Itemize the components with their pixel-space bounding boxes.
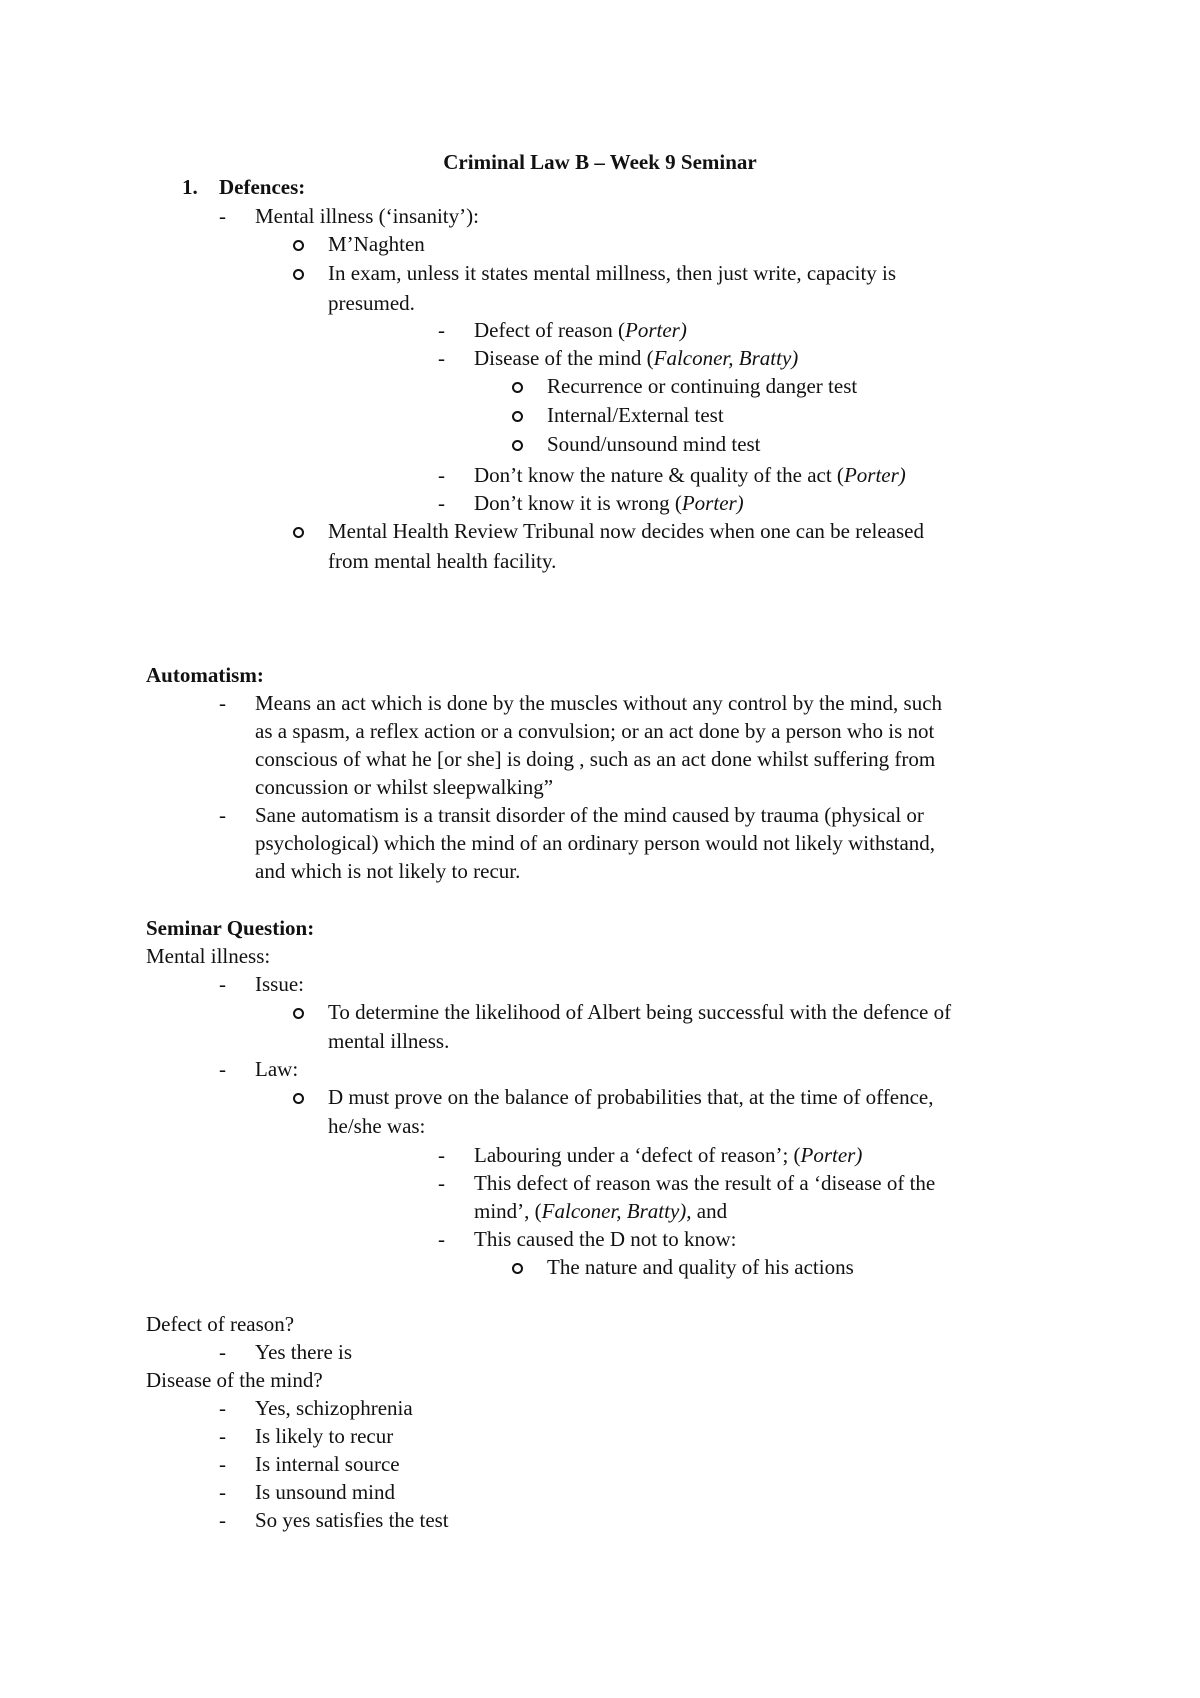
section-number: 1. (182, 175, 198, 199)
list-item: Labouring under a ‘defect of reason’; (Porter) (474, 1143, 863, 1167)
list-item: M’Naghten (328, 232, 425, 256)
circle-bullet-icon (512, 1263, 523, 1274)
paragraph-line: Sane automatism is a transit disorder of the mind caused by trauma (physical or (255, 803, 924, 827)
dash-bullet: - (219, 803, 226, 827)
list-item: Is unsound mind (255, 1480, 396, 1504)
circle-bullet-icon (293, 527, 304, 538)
list-item: In exam, unless it states mental millness, then just write, capacity is (328, 261, 897, 285)
list-item: The nature and quality of his actions (547, 1255, 854, 1279)
dash-bullet: - (438, 346, 445, 370)
list-item: Don’t know the nature & quality of the act (Porter) (474, 463, 906, 487)
dash-bullet: - (219, 1340, 226, 1364)
dash-bullet: - (219, 1508, 226, 1532)
list-item: Disease of the mind (Falconer, Bratty) (474, 346, 799, 370)
list-item: Don’t know it is wrong (Porter) (474, 491, 744, 515)
circle-bullet-icon (512, 411, 523, 422)
seminar-heading: Seminar Question: (146, 916, 315, 940)
list-item: This defect of reason was the result of a ‘disease of the (474, 1171, 936, 1195)
list-item-continuation: presumed. (328, 291, 415, 315)
paragraph-line: concussion or whilst sleepwalking” (255, 775, 554, 799)
list-item-continuation: he/she was: (328, 1114, 426, 1138)
list-item: To determine the likelihood of Albert being successful with the defence of (328, 1000, 952, 1024)
list-item: So yes satisfies the test (255, 1508, 449, 1532)
list-item: Internal/External test (547, 403, 724, 427)
section-heading: Defences: (219, 175, 306, 199)
list-item-continuation: mind’, (Falconer, Bratty), and (474, 1199, 728, 1223)
list-item: Sound/unsound mind test (547, 432, 761, 456)
dash-bullet: - (438, 318, 445, 342)
circle-bullet-icon (293, 1008, 304, 1019)
paragraph-line: and which is not likely to recur. (255, 859, 521, 883)
list-item-continuation: mental illness. (328, 1029, 450, 1053)
list-item: Issue: (255, 972, 304, 996)
subheading: Mental illness: (146, 944, 271, 968)
list-item: Law: (255, 1057, 299, 1081)
list-item: Recurrence or continuing danger test (547, 374, 858, 398)
paragraph-line: conscious of what he [or she] is doing , such as an act done whilst suffering from (255, 747, 936, 771)
list-item: Is likely to recur (255, 1424, 394, 1448)
list-item: Mental illness (‘insanity’): (255, 204, 479, 228)
circle-bullet-icon (512, 382, 523, 393)
circle-bullet-icon (512, 440, 523, 451)
dash-bullet: - (219, 972, 226, 996)
list-item: Is internal source (255, 1452, 400, 1476)
list-item: D must prove on the balance of probabilities that, at the time of offence, (328, 1085, 934, 1109)
circle-bullet-icon (293, 269, 304, 280)
list-item: Mental Health Review Tribunal now decides when one can be released (328, 519, 924, 543)
automatism-heading: Automatism: (146, 663, 264, 687)
dash-bullet: - (438, 1143, 445, 1167)
dash-bullet: - (219, 1452, 226, 1476)
paragraph-line: psychological) which the mind of an ordinary person would not likely withstand, (255, 831, 936, 855)
dash-bullet: - (438, 1227, 445, 1251)
dash-bullet: - (219, 1057, 226, 1081)
dash-bullet: - (438, 491, 445, 515)
paragraph-line: as a spasm, a reflex action or a convulsion; or an act done by a person who is not (255, 719, 935, 743)
list-item: This caused the D not to know: (474, 1227, 737, 1251)
dash-bullet: - (438, 463, 445, 487)
dash-bullet: - (219, 204, 226, 228)
paragraph-line: Means an act which is done by the muscles without any control by the mind, such (255, 691, 943, 715)
dash-bullet: - (219, 1396, 226, 1420)
circle-bullet-icon (293, 1093, 304, 1104)
dash-bullet: - (438, 1171, 445, 1195)
circle-bullet-icon (293, 240, 304, 251)
list-item: Yes, schizophrenia (255, 1396, 413, 1420)
list-item: Defect of reason (Porter) (474, 318, 687, 342)
dash-bullet: - (219, 691, 226, 715)
question-line: Defect of reason? (146, 1312, 295, 1336)
dash-bullet: - (219, 1424, 226, 1448)
question-line: Disease of the mind? (146, 1368, 323, 1392)
page-title: Criminal Law B – Week 9 Seminar (443, 150, 757, 174)
dash-bullet: - (219, 1480, 226, 1504)
list-item-continuation: from mental health facility. (328, 549, 557, 573)
list-item: Yes there is (255, 1340, 353, 1364)
